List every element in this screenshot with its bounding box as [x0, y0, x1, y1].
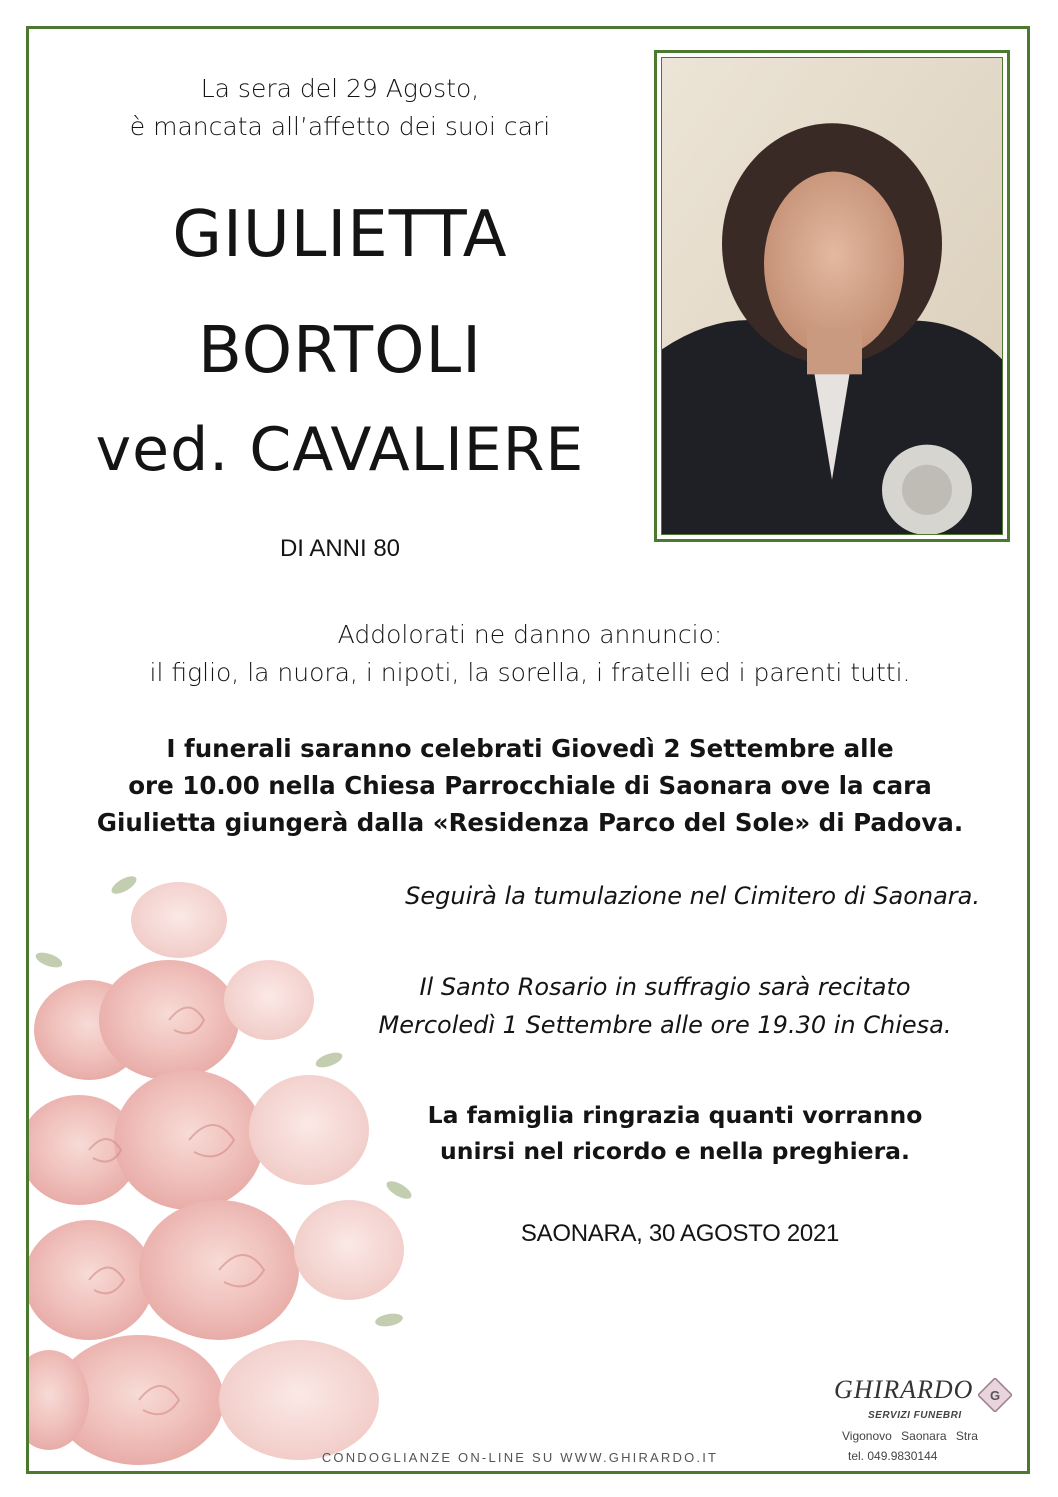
thanks-line-2: unirsi nel ricordo e nella preghiera. [440, 1137, 910, 1165]
deceased-age: DI ANNI 80 [279, 535, 401, 562]
rosary-notice [320, 968, 1010, 1044]
intro-line-1: La sera del 29 Agosto, [200, 74, 480, 103]
funeral-home-phone: tel. 049.9830144 [848, 1449, 938, 1463]
deceased-widow-of: ved. CAVALIERE [95, 415, 585, 485]
portrait-frame [654, 50, 1010, 542]
condolences-link[interactable]: CONDOGLIANZE ON-LINE SU WWW.GHIRARDO.IT [321, 1450, 719, 1465]
intro-text [60, 70, 620, 146]
funeral-line-2: ore 10.00 nella Chiesa Parrocchiale di Saonara ove la cara [128, 771, 932, 800]
rosary-line-1: Il Santo Rosario in suffragio sarà recitato [419, 973, 911, 1001]
funeral-line-3: Giulietta giungerà dalla «Residenza Parco del Sole» di Padova. [96, 808, 964, 837]
portrait-photo [661, 57, 1003, 535]
roses-decoration [29, 840, 419, 1472]
deceased-first-name: GIULIETTA [172, 198, 508, 272]
funeral-home-locations: Vigonovo Saonara Stra [842, 1429, 978, 1443]
thanks-line-1: La famiglia ringrazia quanti vorranno [427, 1101, 923, 1129]
place-and-date: SAONARA, 30 AGOSTO 2021 [520, 1220, 840, 1247]
intro-line-2: è mancata all’affetto dei suoi cari [129, 112, 551, 141]
funeral-home-logo-icon [978, 1378, 1012, 1412]
funeral-home-subtitle: SERVIZI FUNEBRI [868, 1410, 962, 1421]
logo-badge-letter: G [989, 1388, 1001, 1403]
mourners-line-2: il figlio, la nuora, i nipoti, la sorella, i fratelli ed i parenti tutti. [149, 658, 911, 687]
funeral-details [60, 730, 1000, 841]
funeral-line-1: I funerali saranno celebrati Giovedì 2 Settembre alle [166, 734, 894, 763]
funeral-home-name: GHIRARDO [834, 1375, 974, 1404]
deceased-last-name: BORTOLI [198, 314, 482, 388]
mourners-announcement [110, 616, 950, 692]
burial-notice: Seguirà la tumulazione nel Cimitero di Saonara. [405, 882, 980, 910]
mourners-line-1: Addolorati ne danno annuncio: [337, 620, 723, 649]
family-thanks [380, 1097, 970, 1169]
rosary-line-2: Mercoledì 1 Settembre alle ore 19.30 in Chiesa. [378, 1011, 952, 1039]
